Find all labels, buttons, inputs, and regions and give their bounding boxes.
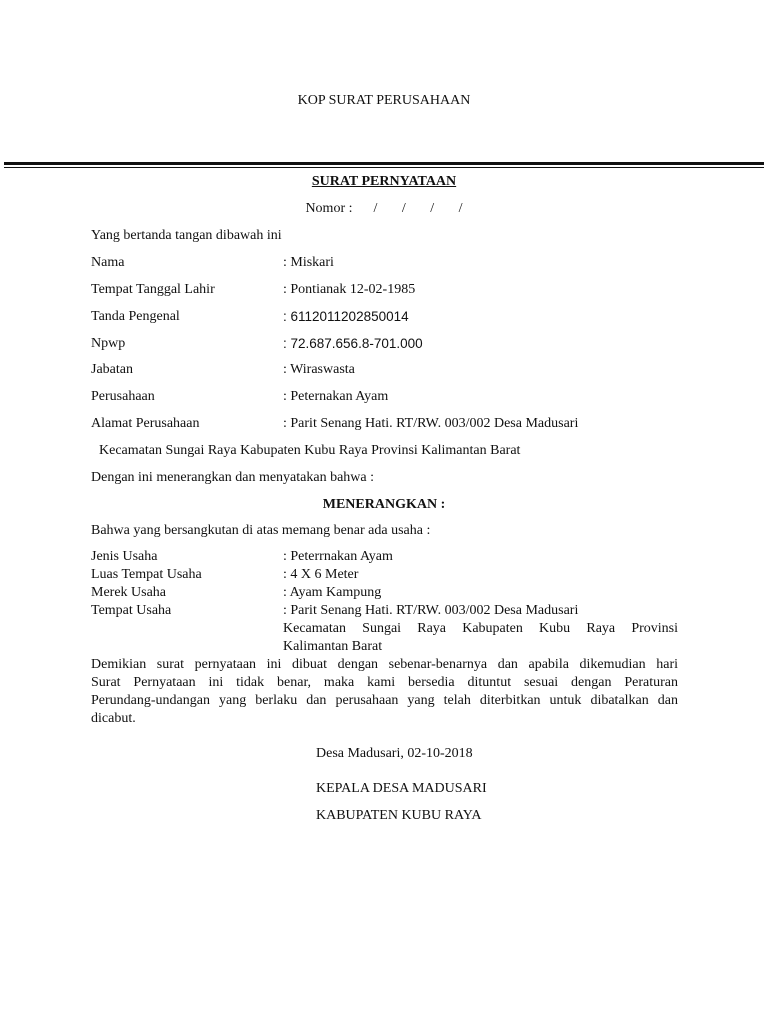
letterhead: KOP SURAT PERUSAHAAN: [297, 93, 471, 108]
declaration-intro: Dengan ini menerangkan dan menyatakan bahwa :: [91, 470, 375, 485]
signer-label-company: Perusahaan: [91, 389, 155, 404]
business-value-location: : Parit Senang Hati. RT/RW. 003/002 Desa Madusari: [283, 603, 579, 618]
signer-value-position: : Wiraswasta: [283, 362, 355, 377]
closing-line-1: Demikian surat pernyataan ini dibuat dengan sebenar-benarnya dan apabila dikemudian hari: [91, 657, 678, 672]
signer-label-position: Jabatan: [91, 362, 133, 377]
signer-value-address: : Parit Senang Hati. RT/RW. 003/002 Desa Madusari: [283, 416, 579, 431]
closing-line-4: dicabut.: [91, 711, 136, 726]
signer-label-id: Tanda Pengenal: [91, 309, 180, 324]
business-value-brand: : Ayam Kampung: [283, 585, 382, 600]
address-continuation: Kecamatan Sungai Raya Kabupaten Kubu Raya Provinsi Kalimantan Barat: [99, 443, 521, 458]
signer-value-company: : Peternakan Ayam: [283, 389, 389, 404]
business-value-type: : Peterrnakan Ayam: [283, 549, 393, 564]
signer-label-birth: Tempat Tanggal Lahir: [91, 282, 215, 297]
document-number: Nomor : / / / /: [305, 201, 463, 216]
signer-value-birth: : Pontianak 12-02-1985: [283, 282, 416, 297]
letterhead-rule-thick: [4, 162, 764, 165]
signer-label-address: Alamat Perusahaan: [91, 416, 200, 431]
signature-title-2: KABUPATEN KUBU RAYA: [316, 808, 482, 823]
signer-value-name: : Miskari: [283, 255, 334, 270]
place-date: Desa Madusari, 02-10-2018: [316, 746, 473, 761]
business-address-block: [283, 620, 678, 656]
signer-label-name: Nama: [91, 255, 125, 270]
business-intro: Bahwa yang bersangkutan di atas memang benar ada usaha :: [91, 523, 431, 538]
signer-label-npwp: Npwp: [91, 336, 126, 351]
closing-line-2: Surat Pernyataan ini tidak benar, maka kami bersedia dituntut sesuai dengan Peraturan: [91, 675, 678, 690]
business-label-type: Jenis Usaha: [91, 549, 158, 564]
signer-value-id: : 6112011202850014: [283, 309, 409, 324]
business-label-brand: Merek Usaha: [91, 585, 167, 600]
document-title: SURAT PERNYATAAN: [311, 174, 457, 189]
section-title: MENERANGKAN :: [322, 497, 446, 512]
signer-value-npwp: : 72.687.656.8-701.000: [283, 336, 423, 351]
intro-text: Yang bertanda tangan dibawah ini: [91, 228, 282, 243]
business-label-area: Luas Tempat Usaha: [91, 567, 202, 582]
closing-line-3: Perundang-undangan yang berlaku dan perusahaan yang telah diterbitkan untuk dibatalkan dan: [91, 693, 678, 708]
signature-title-1: KEPALA DESA MADUSARI: [316, 781, 487, 796]
business-value-area: : 4 X 6 Meter: [283, 567, 359, 582]
business-address-line2: Kalimantan Barat: [283, 639, 383, 654]
business-address-line1: Kecamatan Sungai Raya Kabupaten Kubu Raya Provinsi: [283, 621, 678, 636]
letterhead-rule-thin: [4, 167, 764, 168]
closing-paragraph: [91, 656, 678, 728]
business-label-location: Tempat Usaha: [91, 603, 172, 618]
